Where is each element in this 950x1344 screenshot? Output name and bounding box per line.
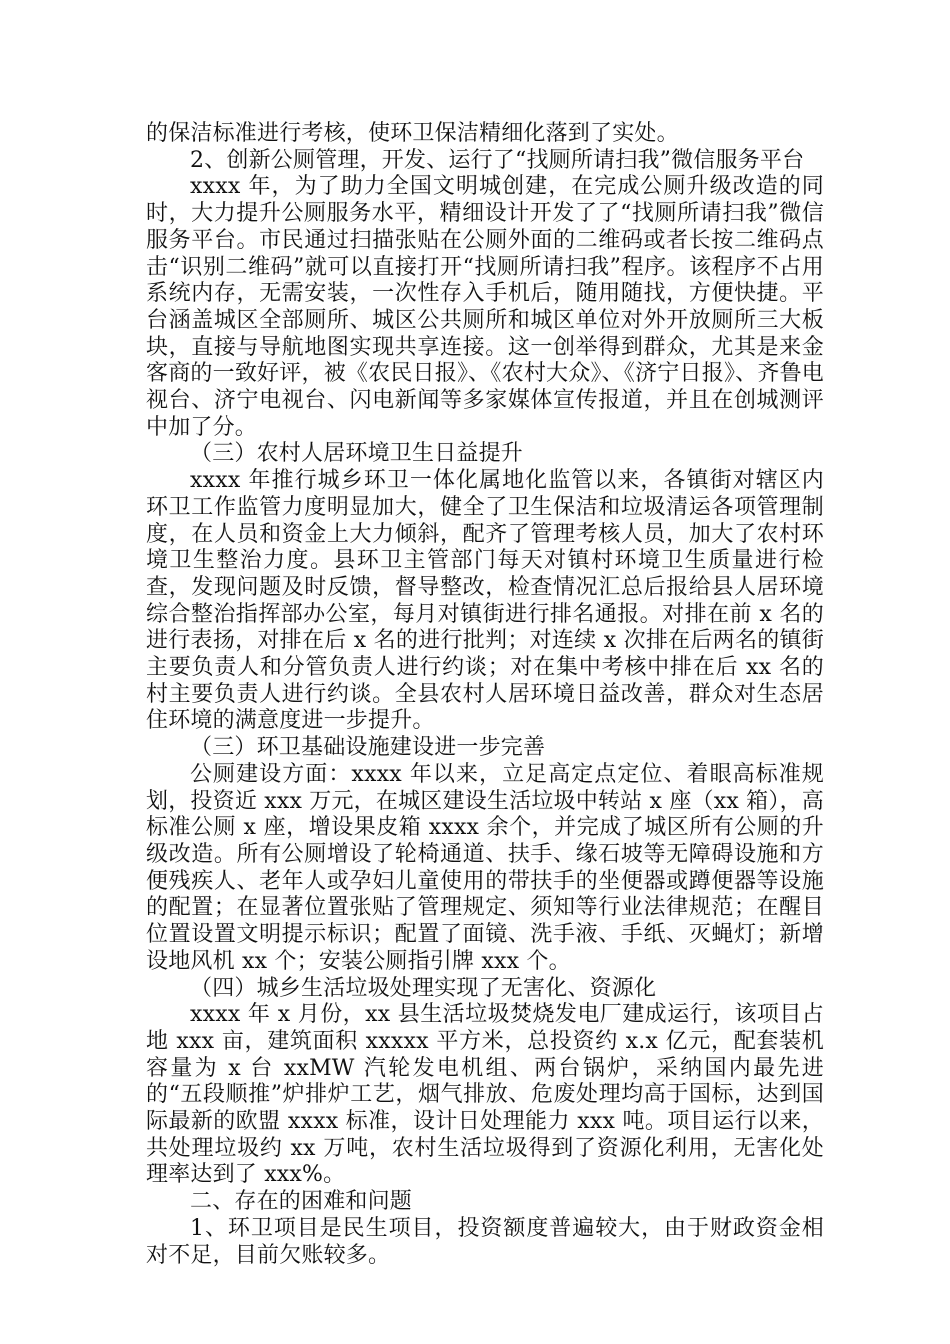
- section-heading: （三）农村人居环境卫生日益提升: [190, 441, 524, 467]
- paragraph: xxxx 年 x 月份，xx 县生活垃圾焚烧发电厂建成运行，该项目占地 xxx 亩，建筑面积 xxxxx 平方米，总投资约 x.x 亿元，配套装机容量为 x 台 xxMW 汽轮发电机组、两台锅炉，采纳国内最先进的“五段顺推”炉排炉工艺，烟气排放、危废处理均高于国标，达到国际最新的欧盟 xxxx 标准，设计日处理能力 xxx 吨。项目运行以来，共处理垃圾约 xx 万吨，农村生活垃圾得到了资源化利用，无害化处理率达到了 xxx%。: [146, 1002, 824, 1188]
- paragraph: 1、环卫项目是民生项目，投资额度普遍较大，由于财政资金相对不足，目前欠账较多。: [146, 1215, 824, 1268]
- section-heading: 2、创新公厕管理，开发、运行了“找厕所请扫我”微信服务平台: [190, 147, 805, 173]
- paragraph: xxxx 年推行城乡环卫一体化属地化监管以来，各镇街对辖区内环卫工作监管力度明显加大，健全了卫生保洁和垃圾清运各项管理制度，在人员和资金上大力倾斜，配齐了管理考核人员，加大了农村环境卫生整治力度。县环卫主管部门每天对镇村环境卫生质量进行检查，发现问题及时反馈，督导整改，检查情况汇总后报给县人居环境综合整治指挥部办公室，每月对镇街进行排名通报。对排在前 x 名的进行表扬，对排在后 x 名的进行批判；对连续 x 次排在后两名的镇街主要负责人和分管负责人进行约谈；对在集中考核中排在后 xx 名的村主要负责人进行约谈。全县农村人居环境日益改善，群众对生态居住环境的满意度进一步提升。: [146, 468, 824, 734]
- paragraph: 的保洁标准进行考核，使环卫保洁精细化落到了实处。: [146, 121, 679, 146]
- document-body: [146, 121, 824, 1269]
- paragraph: xxxx 年，为了助力全国文明城创建，在完成公厕升级改造的同时，大力提升公厕服务水平，精细设计开发了了“找厕所请扫我”微信服务平台。市民通过扫描张贴在公厕外面的二维码或者长按二维码点击“识别二维码”就可以直接打开“找厕所请扫我”程序。该程序不占用系统内存，无需安装，一次性存入手机后，随用随找，方便快捷。平台涵盖城区全部厕所、城区公共厕所和城区单位对外开放厕所三大板块，直接与导航地图实现共享连接。这一创举得到群众，尤其是来金客商的一致好评，被《农民日报》、《农村大众》、《济宁日报》、齐鲁电视台、济宁电视台、闪电新闻等多家媒体宣传报道，并且在创城测评中加了分。: [146, 174, 824, 440]
- section-heading: 二、存在的困难和问题: [190, 1189, 413, 1215]
- section-heading: （四）城乡生活垃圾处理实现了无害化、资源化: [190, 975, 657, 1001]
- paragraph: 公厕建设方面：xxxx 年以来，立足高定点定位、着眼高标准规划，投资近 xxx 万元，在城区建设生活垃圾中转站 x 座（xx 箱），高标准公厕 x 座，增设果皮箱 xxxx 余个，并完成了城区所有公厕的升级改造。所有公厕增设了轮椅通道、扶手、缘石坡等无障碍设施和方便残疾人、老年人或孕妇儿童使用的带扶手的坐便器或蹲便器等设施的配置；在显著位置张贴了管理规定、须知等行业法律规范；在醒目位置设置文明提示标识；配置了面镜、洗手液、手纸、灭蝇灯；新增设地风机 xx 个；安装公厕指引牌 xxx 个。: [146, 761, 824, 974]
- section-heading: （三）环卫基础设施建设进一步完善: [190, 735, 546, 761]
